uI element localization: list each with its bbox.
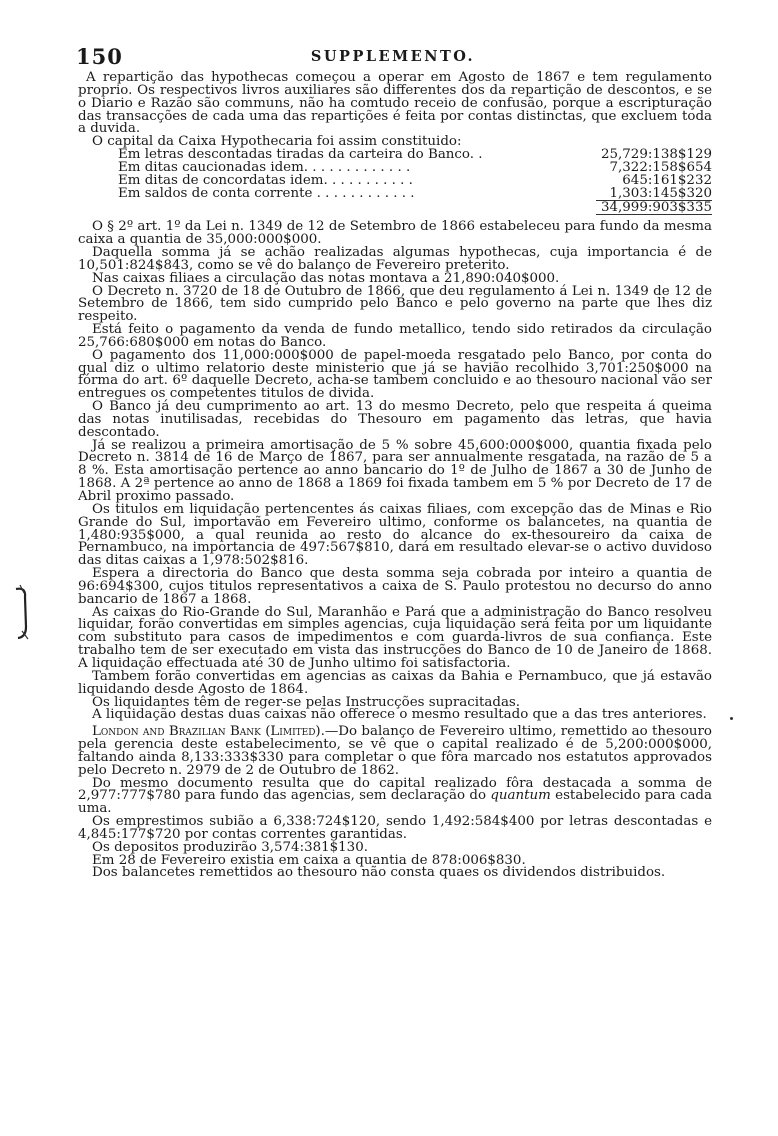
ink-speck bbox=[730, 717, 733, 720]
capital-row-label: Em ditas caucionadas idem. . . . . . . . . . . . . bbox=[118, 159, 411, 175]
paragraph: Nas caixas filiaes a circulação das notas montava a 21,890:040$000. bbox=[92, 270, 560, 286]
capital-total-value: 34,999:903$335 bbox=[596, 200, 712, 215]
paragraph: A repartição das hypothecas começou a operar em Agosto de 1867 e tem regulamento proprio. Os respectivos livros auxiliares são differentes dos da repartição de descontos, e se o Diario e Razão são communs, não ha comtudo receio de confusão, porque a escripturação das transacções de cada uma das repartições é feita por contas distinctas, que excluem toda a duvida. bbox=[78, 70, 712, 137]
paragraph: Os emprestimos subião a 6,338:724$120, sendo 1,492:584$400 por letras descontadas e 4,845:177$720 por contas correntes garantidas. bbox=[78, 814, 712, 842]
paragraph: A liquidação destas duas caixas não offerece o mesmo resultado que a das tres anteriores. bbox=[92, 707, 707, 723]
italic-term: quantum bbox=[490, 788, 551, 804]
capital-row-value: 1,303:145$320 bbox=[609, 185, 712, 201]
paragraph: Espera a directoria do Banco que desta somma seja cobrada por inteiro a quantia de 96:694$300, cujos titulos representativos a caixa de S. Paulo protestou no decurso do anno bancario de 1867 a 1868. bbox=[78, 566, 712, 607]
paragraph: Daquella somma já se achão realizadas algumas hypothecas, cuja importancia é de 10,501:824$843, como se vê do balanço de Fevereiro preterito. bbox=[78, 244, 712, 273]
paragraph: Já se realizou a primeira amortisação de 5 % sobre 45,600:000$000, quantia fixada pelo Decreto n. 3814 de 16 de Março de 1867, para ser annualmente resgatada, na razão de 5 a 8 %. Esta amortisação pertence ao anno bancario do 1º de Julho de 1867 a 30 de Junho de 1868. A 2ª pertence ao anno de 1868 a 1869 foi fixada tambem em 5 % por Decreto de 17 de Abril proximo passado. bbox=[78, 437, 712, 504]
section-title: London and Brazilian Bank (Limited). bbox=[92, 724, 325, 740]
capital-row-label: Em saldos de conta corrente . . . . . . . . . . . . bbox=[118, 185, 415, 201]
paragraph-text: —Do balanço de Fevereiro ultimo, remettido ao thesouro pela gerencia deste estabelecimento, se vê que o capital realizado é de 5,200:000$000, faltando ainda 8,133:333$330 para completar o que fôra marcado nos estatutos approvados pelo Decreto n. 2979 de 2 de Outubro de 1862. bbox=[78, 724, 712, 778]
paragraph: O § 2º art. 1º da Lei n. 1349 de 12 de Setembro de 1866 estabeleceu para fundo da mesma caixa a quantia de 35,000:000$000. bbox=[78, 219, 712, 248]
page-header bbox=[76, 44, 710, 70]
paragraph-text: Do mesmo documento resulta que do capital realizado fôra destacada a somma de 2,977:777$780 para fundo das agencias, sem declaração do bbox=[78, 775, 712, 804]
paragraph bbox=[78, 775, 712, 817]
paragraph: Os depositos produzirão 3,574:381$130. bbox=[92, 839, 368, 855]
page-number: 150 bbox=[76, 44, 123, 69]
capital-table bbox=[118, 147, 712, 216]
running-title: SUPPLEMENTO. bbox=[310, 48, 476, 65]
capital-row-value: 25,729:138$129 bbox=[600, 147, 712, 163]
paragraph: O pagamento dos 11,000:000$000 de papel-moeda resgatado pelo Banco, por conta do qual diz o ultimo relatorio deste ministerio que já se havião recolhido 3,701:250$000 na fórma do art. 6º daquelle Decreto, acha-se tambem concluido e ao thesouro nacional vão ser entregues os competentes titulos de divida. bbox=[78, 347, 712, 402]
paragraph: O Banco já deu cumprimento ao art. 13 do mesmo Decreto, pelo que respeita á queima das notas inutilisadas, recebidas do Thesouro em pagamento das letras, que havia descontado. bbox=[78, 399, 712, 440]
margin-bracket-mark bbox=[12, 583, 34, 641]
body-text bbox=[78, 72, 712, 880]
paragraph: Está feito o pagamento da venda de fundo metallico, tendo sido retirados da circulação 25,766:680$000 em notas do Banco. bbox=[78, 322, 712, 350]
capital-row bbox=[118, 185, 712, 201]
paragraph: O Decreto n. 3720 de 18 de Outubro de 1866, que deu regulamento á Lei n. 1349 de 12 de Setembro de 1866, tem sido cumprido pelo Banco e pelo governo na parte que lhes diz respeito. bbox=[78, 283, 712, 325]
paragraph: Tambem forão convertidas em agencias as caixas da Bahia e Pernambuco, que já estavão liquidando desde Agosto de 1864. bbox=[78, 668, 712, 697]
capital-row-label: Em ditas de concordatas idem. . . . . . . . . . . bbox=[118, 172, 413, 188]
paragraph: Dos balancetes remettidos ao thesouro não consta quaes os dividendos distribuidos. bbox=[92, 865, 666, 881]
paragraph: Em 28 de Fevereiro existia em caixa a quantia de 878:006$830. bbox=[92, 852, 526, 868]
capital-row-value: 645:161$232 bbox=[622, 172, 712, 188]
paragraph: Os liquidantes têm de reger-se pelas Instrucções supracitadas. bbox=[92, 694, 521, 710]
capital-total-row bbox=[118, 200, 712, 216]
capital-row-label: Em letras descontadas tiradas da carteira do Banco. . bbox=[118, 147, 483, 163]
paragraph: O capital da Caixa Hypothecaria foi assim constituido: bbox=[92, 134, 462, 150]
paragraph: As caixas do Rio-Grande do Sul, Maranhão e Pará que a administração do Banco resolveu liquidar, forão convertidas em simples agencias, cuja liquidação será feita por um liquidante com substituto para casos de impedimentos e com guarda-livros de sua confiança. Este trabalho tem de ser executado em vista das instrucções do Banco de 10 de Janeiro de 1868. A liquidação effectuada até 30 de Junho ultimo foi satisfactoria. bbox=[78, 604, 712, 671]
paragraph bbox=[78, 726, 712, 777]
paragraph: Os titulos em liquidação pertencentes ás caixas filiaes, com excepção das de Minas e Rio Grande do Sul, importavão em Fevereiro ultimo, conforme os balancetes, na quantia de 1,480:935$000, a qual reunida ao resto do alcance do ex-thesoureiro da caixa de Pernambuco, na importancia de 497:567$810, dará em resultado elevar-se o activo duvidoso das ditas caixas a 1,978:502$816. bbox=[78, 501, 712, 569]
capital-row-value: 7,322:158$654 bbox=[609, 159, 712, 175]
paragraph-text: estabelecido para cada uma. bbox=[78, 788, 712, 817]
